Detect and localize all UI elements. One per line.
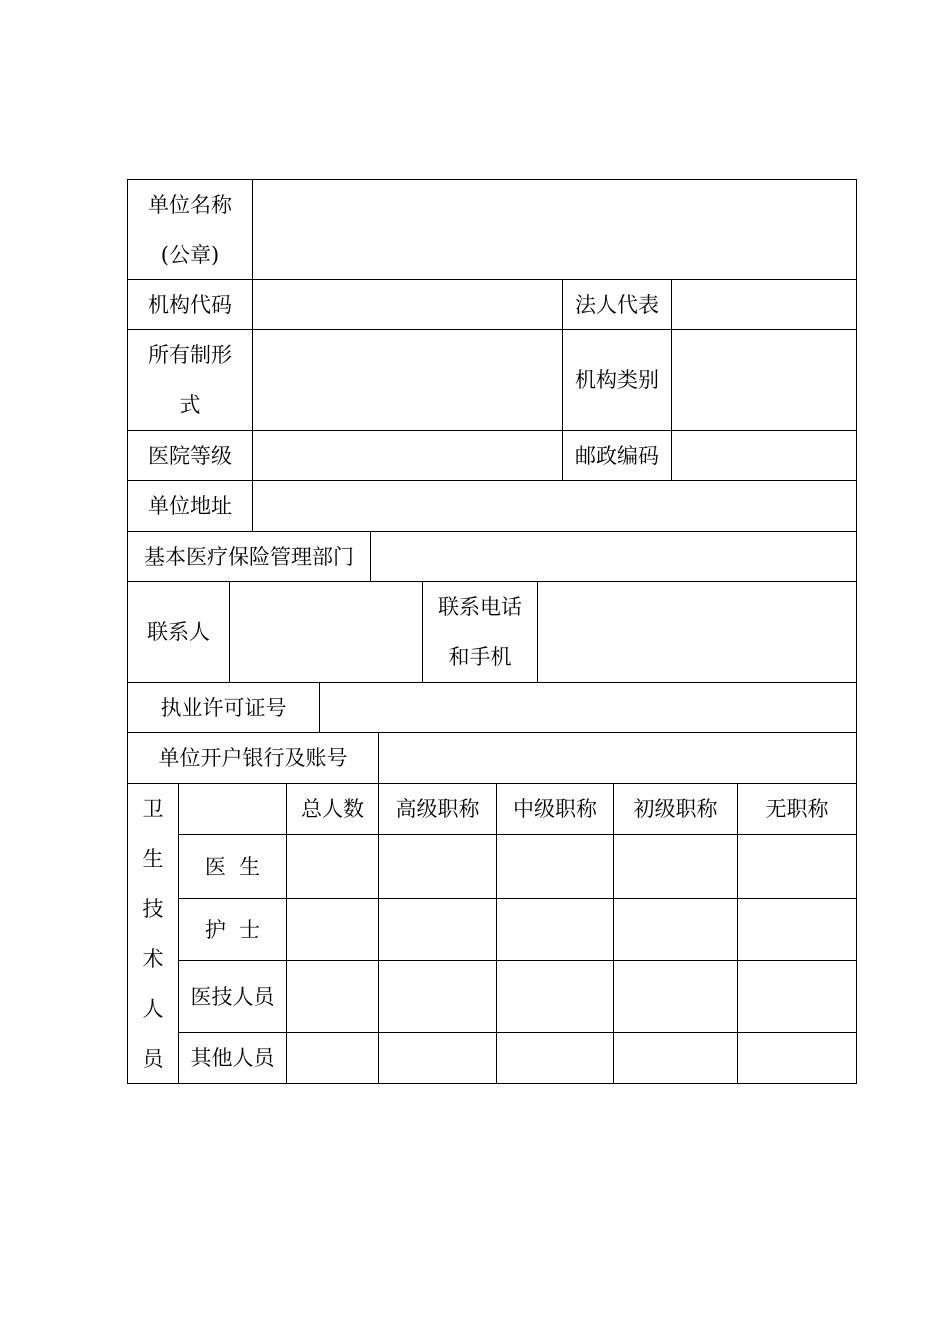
phone-label-line1: 联系电话 — [438, 595, 522, 619]
staff-group-label — [128, 784, 178, 1083]
staff-group-char: 卫 — [142, 797, 164, 821]
nurse-junior-cell[interactable] — [614, 899, 737, 960]
unit-name-field[interactable] — [253, 180, 856, 279]
row-label-technician: 医技人员 — [190, 984, 275, 1009]
address-label: 单位地址 — [148, 494, 232, 518]
staff-group-char: 技 — [142, 897, 164, 921]
address-field[interactable] — [253, 481, 856, 531]
postal-code-field[interactable] — [672, 431, 856, 480]
other-junior-cell[interactable] — [614, 1033, 737, 1083]
technician-senior-cell[interactable] — [379, 961, 496, 1032]
unit-name-label-line2: (公章) — [160, 242, 220, 267]
bank-field[interactable] — [379, 733, 856, 783]
ownership-label-line2: 式 — [179, 393, 201, 417]
org-type-label: 机构类别 — [575, 368, 659, 392]
org-code-field[interactable] — [253, 280, 562, 329]
ownership-field[interactable] — [253, 330, 562, 430]
staff-header-blank — [179, 784, 286, 834]
legal-rep-label: 法人代表 — [575, 292, 659, 317]
postal-code-label: 邮政编码 — [575, 443, 659, 468]
other-total-cell[interactable] — [287, 1033, 378, 1083]
col-header-total: 总人数 — [301, 797, 364, 821]
other-mid-cell[interactable] — [497, 1033, 613, 1083]
contact-field[interactable] — [230, 582, 422, 682]
table-border-bottom — [127, 1083, 857, 1084]
doctor-mid-cell[interactable] — [497, 835, 613, 898]
other-senior-cell[interactable] — [379, 1033, 496, 1083]
nurse-senior-cell[interactable] — [379, 899, 496, 960]
col-header-none: 无职称 — [765, 797, 829, 821]
staff-group-char: 术 — [142, 947, 164, 971]
phone-label — [423, 582, 537, 682]
insurance-dept-label: 基本医疗保险管理部门 — [144, 544, 354, 569]
hospital-level-field[interactable] — [253, 431, 562, 480]
license-label: 执业许可证号 — [160, 695, 287, 720]
nurse-none-cell[interactable] — [738, 899, 856, 960]
ownership-label — [128, 330, 252, 430]
col-header-senior: 高级职称 — [395, 797, 480, 821]
staff-group-char: 员 — [142, 1047, 164, 1071]
unit-name-label-line1: 单位名称 — [148, 192, 232, 217]
staff-group-char: 生 — [142, 847, 164, 871]
phone-field[interactable] — [538, 582, 856, 682]
contact-label: 联系人 — [147, 620, 210, 644]
staff-group-char: 人 — [142, 997, 164, 1021]
nurse-mid-cell[interactable] — [497, 899, 613, 960]
hospital-level-label: 医院等级 — [148, 443, 232, 468]
technician-mid-cell[interactable] — [497, 961, 613, 1032]
row-label-doctor: 医 生 — [204, 854, 261, 879]
table-border-right — [856, 179, 857, 1084]
ownership-label-line1: 所有制形 — [148, 343, 232, 367]
technician-total-cell[interactable] — [287, 961, 378, 1032]
org-code-label: 机构代码 — [148, 292, 232, 317]
unit-name-label — [128, 180, 252, 279]
doctor-junior-cell[interactable] — [614, 835, 737, 898]
row-label-other: 其他人员 — [190, 1046, 275, 1070]
nurse-total-cell[interactable] — [287, 899, 378, 960]
insurance-dept-field[interactable] — [371, 532, 856, 581]
technician-junior-cell[interactable] — [614, 961, 737, 1032]
doctor-senior-cell[interactable] — [379, 835, 496, 898]
other-none-cell[interactable] — [738, 1033, 856, 1083]
bank-label: 单位开户银行及账号 — [158, 746, 348, 770]
row-label-nurse: 护 士 — [204, 917, 261, 942]
col-header-junior: 初级职称 — [633, 797, 718, 821]
org-type-field[interactable] — [672, 330, 856, 430]
col-header-mid: 中级职称 — [513, 797, 597, 821]
doctor-total-cell[interactable] — [287, 835, 378, 898]
license-field[interactable] — [320, 683, 856, 732]
legal-rep-field[interactable] — [672, 280, 856, 329]
technician-none-cell[interactable] — [738, 961, 856, 1032]
doctor-none-cell[interactable] — [738, 835, 856, 898]
phone-label-line2: 和手机 — [448, 645, 512, 669]
